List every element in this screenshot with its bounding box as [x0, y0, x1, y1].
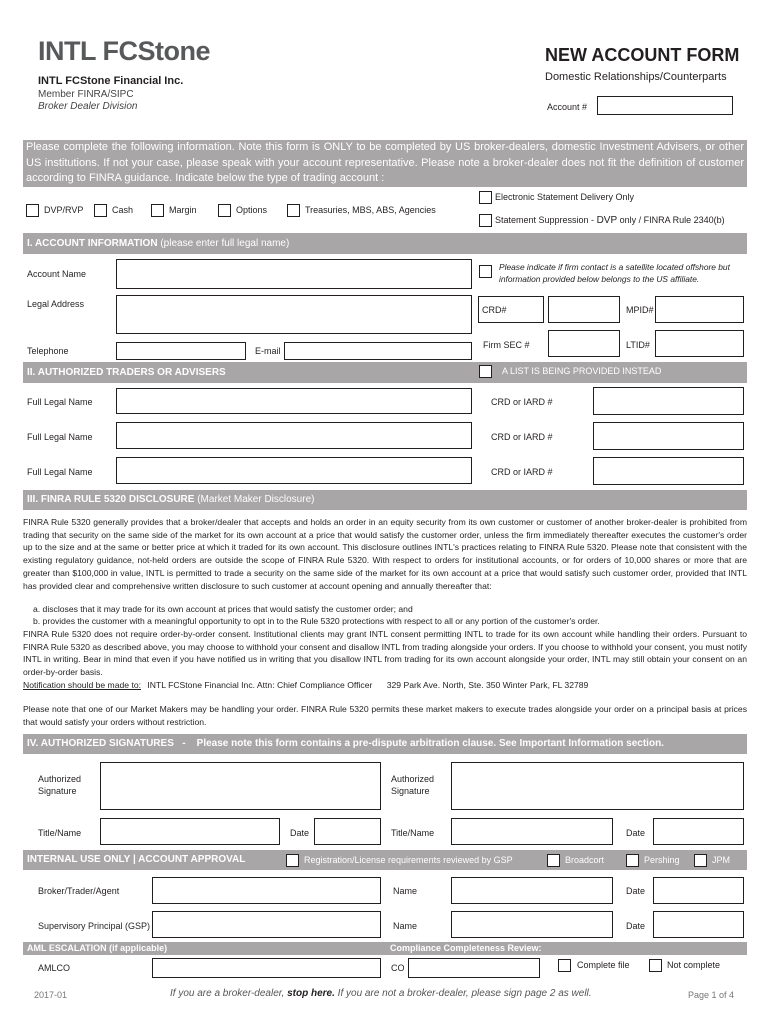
- supervisory-name-label: Name: [393, 921, 418, 931]
- auth-signature-1-label: Authorized Signature: [38, 774, 82, 796]
- internal-use-header: INTERNAL USE ONLY | ACCOUNT APPROVAL: [23, 850, 747, 870]
- telephone-input[interactable]: [116, 342, 246, 360]
- date-1-input[interactable]: [314, 818, 381, 845]
- trader-3-name-input[interactable]: [116, 457, 472, 484]
- firm-sec-input[interactable]: [548, 330, 620, 357]
- broker-trader-input[interactable]: [152, 877, 381, 904]
- trader-2-name-input[interactable]: [116, 422, 472, 449]
- trader-2-crd-input[interactable]: [593, 422, 744, 450]
- supervisory-date-label: Date: [626, 921, 646, 931]
- margin-checkbox[interactable]: [151, 204, 164, 217]
- dvp-rvp-checkbox[interactable]: [26, 204, 39, 217]
- finra-paragraph-2: FINRA Rule 5320 does not require order-by-order consent. Institutional clients may grant INTL consent permitting INTL to trade for its own account while handling their orders. Pursuant to FINRA Rule 5320 as described above, you may choose to withhold your consent and disallow INTL from trading alongside your orders. If you choose to withhold your consent, you must notify INTL in writing. Bear in mind that even if you have notified us in writing that you disallow INTL from trading for its own account alongside your order, INTL may still obtain your consent on an order-by-order basis.: [23, 629, 747, 678]
- statement-suppression-label: Statement Suppression - DVP only / FINRA Rule 2340(b): [495, 215, 725, 226]
- cash-label: Cash: [112, 205, 134, 215]
- pershing-checkbox[interactable]: [626, 854, 639, 867]
- supervisory-date-input[interactable]: [653, 911, 744, 938]
- supervisory-name-input[interactable]: [451, 911, 613, 938]
- email-label: E-mail: [255, 346, 281, 356]
- email-input[interactable]: [284, 342, 472, 360]
- broker-trader-label: Broker/Trader/Agent: [38, 886, 120, 896]
- broadcort-label: Broadcort: [565, 855, 605, 865]
- auth-signature-2-input[interactable]: [451, 762, 744, 810]
- trader-3-crd-input[interactable]: [593, 457, 744, 485]
- account-number-label: Account #: [547, 102, 588, 112]
- company-name: INTL FCStone Financial Inc.: [38, 75, 184, 87]
- notification-line: Notification should be made to: INTL FCStone Financial Inc. Attn: Chief Compliance Officer 329 Park Ave. North, Ste. 350 Winter Park, FL 32789: [23, 680, 589, 690]
- co-label: CO: [391, 963, 405, 973]
- treasuries-checkbox[interactable]: [287, 204, 300, 217]
- trader-3-crd-label: CRD or IARD #: [491, 467, 553, 477]
- not-complete-checkbox[interactable]: [649, 959, 662, 972]
- broadcort-checkbox[interactable]: [547, 854, 560, 867]
- section-signatures-header: IV. AUTHORIZED SIGNATURES - Please note this form contains a pre-dispute arbitration clause. See Important Information section.: [23, 734, 747, 754]
- crd-label: CRD#: [482, 305, 507, 315]
- date-2-input[interactable]: [653, 818, 744, 845]
- division-text: Broker Dealer Division: [38, 101, 138, 112]
- registration-reviewed-checkbox[interactable]: [286, 854, 299, 867]
- broker-name-input[interactable]: [451, 877, 613, 904]
- mpid-input[interactable]: [655, 296, 744, 323]
- member-text: Member FINRA/SIPC: [38, 89, 134, 100]
- trader-1-name-input[interactable]: [116, 388, 472, 414]
- statement-suppression-checkbox[interactable]: [479, 214, 492, 227]
- options-label: Options: [236, 205, 268, 215]
- form-subtitle: Domestic Relationships/Counterparts: [545, 71, 727, 83]
- complete-file-label: Complete file: [577, 960, 630, 970]
- section-finra-header: III. FINRA RULE 5320 DISCLOSURE (Market Maker Disclosure): [23, 490, 747, 510]
- legal-address-input[interactable]: [116, 295, 472, 334]
- ltid-label: LTID#: [626, 340, 650, 350]
- amlco-label: AMLCO: [38, 963, 71, 973]
- mpid-label: MPID#: [626, 305, 654, 315]
- co-input[interactable]: [408, 958, 540, 978]
- dvp-rvp-label: DVP/RVP: [44, 205, 84, 215]
- offshore-checkbox[interactable]: [479, 265, 492, 278]
- pershing-label: Pershing: [644, 855, 680, 865]
- account-number-input[interactable]: [597, 96, 733, 115]
- broker-name-label: Name: [393, 886, 418, 896]
- electronic-delivery-checkbox[interactable]: [479, 191, 492, 204]
- offshore-note: Please indicate if firm contact is a satellite located offshore but information provided below belongs to the US affiliate.: [499, 262, 730, 284]
- cash-checkbox[interactable]: [94, 204, 107, 217]
- margin-label: Margin: [169, 205, 197, 215]
- trader-1-crd-input[interactable]: [593, 387, 744, 415]
- treasuries-label: Treasuries, MBS, ABS, Agencies: [305, 205, 436, 215]
- section-account-info-header: I. ACCOUNT INFORMATION (please enter full legal name): [23, 233, 747, 254]
- finra-paragraph-3: Please note that one of our Market Makers may be handling your order. FINRA Rule 5320 permits these market makers to execute trades alongside your order on a principal basis at prices that would satisfy your orders without restriction.: [23, 704, 747, 727]
- trader-3-name-label: Full Legal Name: [27, 467, 93, 477]
- title-name-1-label: Title/Name: [38, 828, 82, 838]
- trader-2-name-label: Full Legal Name: [27, 432, 93, 442]
- footer-note: If you are a broker-dealer, stop here. If you are not a broker-dealer, please sign page 2 as well.: [170, 988, 592, 999]
- trader-1-crd-label: CRD or IARD #: [491, 397, 553, 407]
- auth-signature-2-label: Authorized Signature: [391, 774, 435, 796]
- company-logo: INTL FCStone: [38, 36, 210, 66]
- date-2-label: Date: [626, 828, 646, 838]
- broker-date-input[interactable]: [653, 877, 744, 904]
- account-name-input[interactable]: [116, 259, 472, 289]
- date-1-label: Date: [290, 828, 310, 838]
- trader-2-crd-label: CRD or IARD #: [491, 432, 553, 442]
- intro-banner: Please complete the following information. Note this form is ONLY to be completed by US broker-dealers, domestic Investment Advisers, or other US institutions. If not your case, please speak with your account representative. Please note a broker-dealer does not fit the definition of customer according to FINRA guidance. Indicate below the type of trading account :: [23, 140, 747, 187]
- title-name-2-input[interactable]: [451, 818, 613, 845]
- auth-signature-1-input[interactable]: [100, 762, 381, 810]
- list-provided-label: A LIST IS BEING PROVIDED INSTEAD: [502, 366, 662, 376]
- page-number: Page 1 of 4: [688, 990, 735, 1000]
- electronic-delivery-label: Electronic Statement Delivery Only: [495, 192, 635, 202]
- list-provided-checkbox[interactable]: [479, 365, 492, 378]
- amlco-input[interactable]: [152, 958, 381, 978]
- aml-header: AML ESCALATION (if applicable) Compliance Completeness Review:: [23, 942, 747, 955]
- finra-item-b: b. provides the customer with a meaningful opportunity to opt in to the Rule 5320 protections with respect to all or any portion of the customer's order.: [33, 616, 600, 626]
- firm-sec-label: Firm SEC #: [483, 340, 530, 350]
- telephone-label: Telephone: [27, 346, 69, 356]
- jpm-label: JPM: [712, 855, 730, 865]
- jpm-checkbox[interactable]: [694, 854, 707, 867]
- supervisory-input[interactable]: [152, 911, 381, 938]
- section-traders-header: II. AUTHORIZED TRADERS OR ADVISERS: [23, 362, 747, 383]
- finra-paragraph-1: FINRA Rule 5320 generally provides that a broker/dealer that accepts and holds an order in an equity security from its own customer or customer of another broker-dealer is prohibited from trading that security on the same side of the market for its own account at a price that would satisfy the customer order, unless the firm immediately thereafter executes the customer's order up to the size and at the same or better price at which it traded for its own account. This disclosure outlines INTL's practices relating to FINRA Rule 5320. Please note that consistent with the existing regulatory guidance, not-held orders are outside the scope of FINRA Rule 5320. With respect to orders for institutional accounts, or for orders of 10,000 shares or more that are greater than $100,000 in value, INTL is permitted to trade a security on the same side of the market for its own account at a price that would satisfy such customer order, provided that INTL has provided clear and comprehensive written disclosure to such customer at account opening and annually thereafter that:: [23, 517, 747, 591]
- title-name-1-input[interactable]: [100, 818, 280, 845]
- form-title: NEW ACCOUNT FORM: [545, 45, 740, 65]
- supervisory-label: Supervisory Principal (GSP): [38, 921, 151, 931]
- crd-input-2[interactable]: [548, 296, 620, 323]
- not-complete-label: Not complete: [667, 960, 721, 970]
- legal-address-label: Legal Address: [27, 299, 85, 309]
- registration-reviewed-label: Registration/License requirements reviewed by GSP: [304, 855, 513, 865]
- options-checkbox[interactable]: [218, 204, 231, 217]
- broker-date-label: Date: [626, 886, 646, 896]
- account-name-label: Account Name: [27, 269, 87, 279]
- form-version: 2017-01: [34, 990, 68, 1000]
- title-name-2-label: Title/Name: [391, 828, 435, 838]
- trader-1-name-label: Full Legal Name: [27, 397, 93, 407]
- ltid-input[interactable]: [655, 330, 744, 357]
- finra-item-a: a. discloses that it may trade for its own account at prices that would satisfy the customer order; and: [33, 604, 413, 614]
- complete-file-checkbox[interactable]: [558, 959, 571, 972]
